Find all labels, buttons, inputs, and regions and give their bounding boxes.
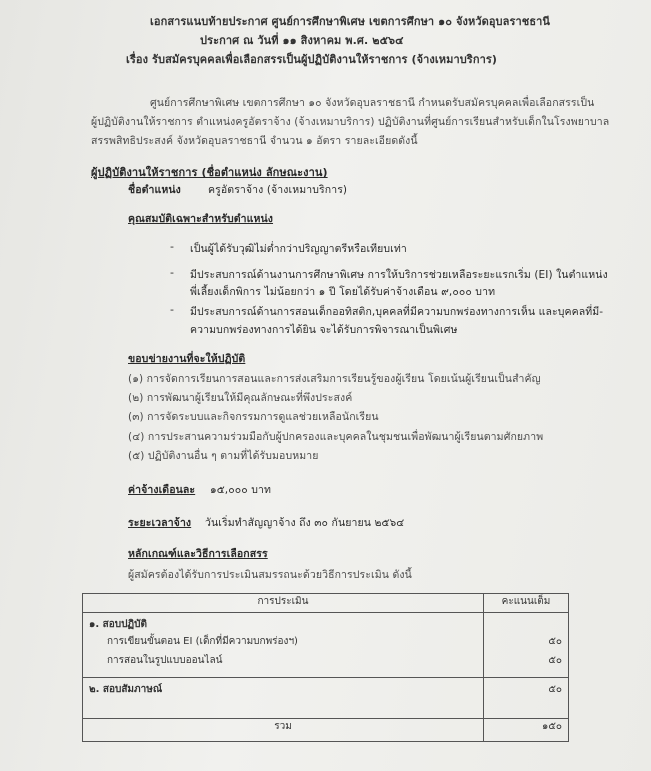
- intro-line-1: ศูนย์การศึกษาพิเศษ เขตการศึกษา ๑๐ จังหวัดอุบลราชธานี กำหนดรับสมัครบุคคลเพื่อเลือกสรรเป็น: [150, 97, 595, 109]
- total-label: รวม: [83, 719, 484, 742]
- table-header-row: [83, 594, 569, 613]
- qualifications-title: คุณสมบัติเฉพาะสำหรับตำแหน่ง: [128, 213, 274, 225]
- scope-item: (๑) การจัดการเรียนการสอนและการส่งเสริมการเรียนรู้ของผู้เรียน โดยเน้นผู้เรียนเป็นสำคัญ: [128, 373, 541, 385]
- intro-line-2: ผู้ปฏิบัติงานให้ราชการ ตำแหน่งครูอัตราจ้าง (จ้างเหมาบริการ) ปฏิบัติงานที่ศูนย์การเรียนสำหรับเด็กในโรงพยาบาล: [91, 116, 610, 128]
- table-row: [83, 678, 569, 719]
- row-interview: ๒. สอบสัมภาษณ์: [89, 684, 163, 695]
- score-online-teaching: ๕๐: [548, 655, 562, 666]
- qualification-item-2a: มีประสบการณ์ด้านงานการศึกษาพิเศษ การให้บริการช่วยเหลือระยะแรกเริ่ม (EI) ในตำแหน่ง: [190, 269, 608, 281]
- table-cell: [484, 678, 569, 719]
- row-online-teaching: การสอนในรูปแบบออนไลน์: [107, 655, 223, 666]
- table-header-assessment: การประเมิน: [83, 594, 484, 613]
- header-line-2: ประกาศ ณ วันที่ ๑๑ สิงหาคม พ.ศ. ๒๕๖๔: [200, 34, 404, 47]
- criteria-title: หลักเกณฑ์และวิธีการเลือกสรร: [128, 548, 268, 560]
- table-row: [83, 613, 569, 678]
- bullet-dash: -: [170, 266, 174, 279]
- table-cell: [484, 613, 569, 678]
- scope-item: (๓) การจัดระบบและกิจกรรมการดูแลช่วยเหลือนักเรียน: [128, 411, 379, 423]
- wage-value: ๑๕,๐๐๐ บาท: [210, 484, 271, 496]
- wage-label: ค่าจ้างเดือนละ: [128, 484, 196, 496]
- qualification-item-1: เป็นผู้ได้รับวุฒิไม่ต่ำกว่าปริญญาตรีหรือเทียบเท่า: [190, 243, 407, 255]
- table-header-score: คะแนนเต็ม: [484, 594, 569, 613]
- criteria-table: [82, 593, 569, 742]
- row-practical-exam: ๑. สอบปฏิบัติ: [89, 619, 147, 630]
- row-ei-writing: การเขียนขั้นตอน EI (เด็กที่มีความบกพร่องฯ): [107, 636, 298, 647]
- criteria-desc: ผู้สมัครต้องได้รับการประเมินสมรรถนะด้วยวิธีการประเมิน ดังนี้: [128, 569, 412, 581]
- table-total-row: [83, 719, 569, 742]
- scope-item: (๒) การพัฒนาผู้เรียนให้มีคุณลักษณะที่พึงประสงค์: [128, 392, 353, 404]
- header-line-1: เอกสารแนบท้ายประกาศ ศูนย์การศึกษาพิเศษ เขตการศึกษา ๑๐ จังหวัดอุบลราชธานี: [150, 15, 551, 28]
- bullet-dash: -: [170, 240, 174, 253]
- position-label: ชื่อตำแหน่ง: [128, 184, 181, 196]
- period-value: วันเริ่มทำสัญญาจ้าง ถึง ๓๐ กันยายน ๒๕๖๔: [205, 517, 405, 529]
- bullet-dash: -: [170, 303, 174, 316]
- qualification-item-3a: มีประสบการณ์ด้านการสอนเด็กออทิสติก,บุคคลที่มีความบกพร่องทางการเห็น และบุคคลที่มี-: [190, 306, 604, 318]
- scope-title: ขอบข่ายงานที่จะให้ปฏิบัติ: [128, 353, 246, 365]
- total-score: ๑๕๐: [484, 719, 569, 742]
- table-cell: [83, 613, 484, 678]
- table-cell: [83, 678, 484, 719]
- score-interview: ๕๐: [548, 684, 562, 695]
- scope-item: (๕) ปฏิบัติงานอื่น ๆ ตามที่ได้รับมอบหมาย: [128, 450, 319, 462]
- period-label: ระยะเวลาจ้าง: [128, 517, 192, 529]
- position-value: ครูอัตราจ้าง (จ้างเหมาบริการ): [208, 184, 348, 196]
- scope-item: (๔) การประสานความร่วมมือกับผู้ปกครองและบุคคลในชุมชนเพื่อพัฒนาผู้เรียนตามศักยภาพ: [128, 431, 544, 443]
- score-ei-writing: ๕๐: [548, 636, 562, 647]
- section-title: ผู้ปฏิบัติงานให้ราชการ (ชื่อตำแหน่ง ลักษณะงาน): [91, 166, 328, 179]
- qualification-item-3b: ความบกพร่องทางการได้ยิน จะได้รับการพิจารณาเป็นพิเศษ: [190, 324, 458, 336]
- header-line-3: เรื่อง รับสมัครบุคคลเพื่อเลือกสรรเป็นผู้ปฏิบัติงานให้ราชการ (จ้างเหมาบริการ): [126, 53, 497, 66]
- qualification-item-2b: พี่เลี้ยงเด็กพิการ ไม่น้อยกว่า ๑ ปี โดยได้รับค่าจ้างเดือน ๙,๐๐๐ บาท: [190, 286, 496, 298]
- intro-line-3: สรรพสิทธิประสงค์ จังหวัดอุบลราชธานี จำนวน ๑ อัตรา รายละเอียดดังนี้: [91, 135, 418, 147]
